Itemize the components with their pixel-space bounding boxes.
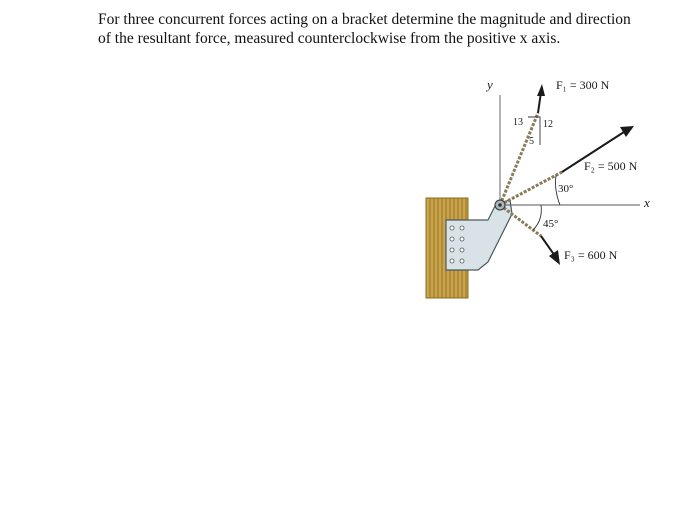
slope-horizontal-label: 5	[529, 136, 534, 147]
force-f1-arrow	[537, 84, 545, 113]
x-axis-label: x	[644, 195, 650, 210]
force-f2-label: F₂ = 500 N	[584, 159, 638, 173]
slope-vertical-label: 12	[543, 119, 553, 130]
angle-label-30: 30°	[558, 183, 574, 195]
force-f3-arrow	[541, 236, 560, 265]
angle-label-45: 45°	[543, 218, 559, 230]
y-axis-label: y	[487, 77, 493, 92]
slope-hypotenuse-label: 13	[513, 117, 523, 128]
force-f1-label: F₁ = 300 N	[556, 78, 610, 92]
problem-statement: For three concurrent forces acting on a bracket determine the magnitude and direction of the resultant force, measured counterclockwise from the positive x axis.	[98, 11, 631, 47]
angle-arc-45	[533, 205, 541, 230]
force-f3-label: F₃ = 600 N	[564, 248, 618, 262]
